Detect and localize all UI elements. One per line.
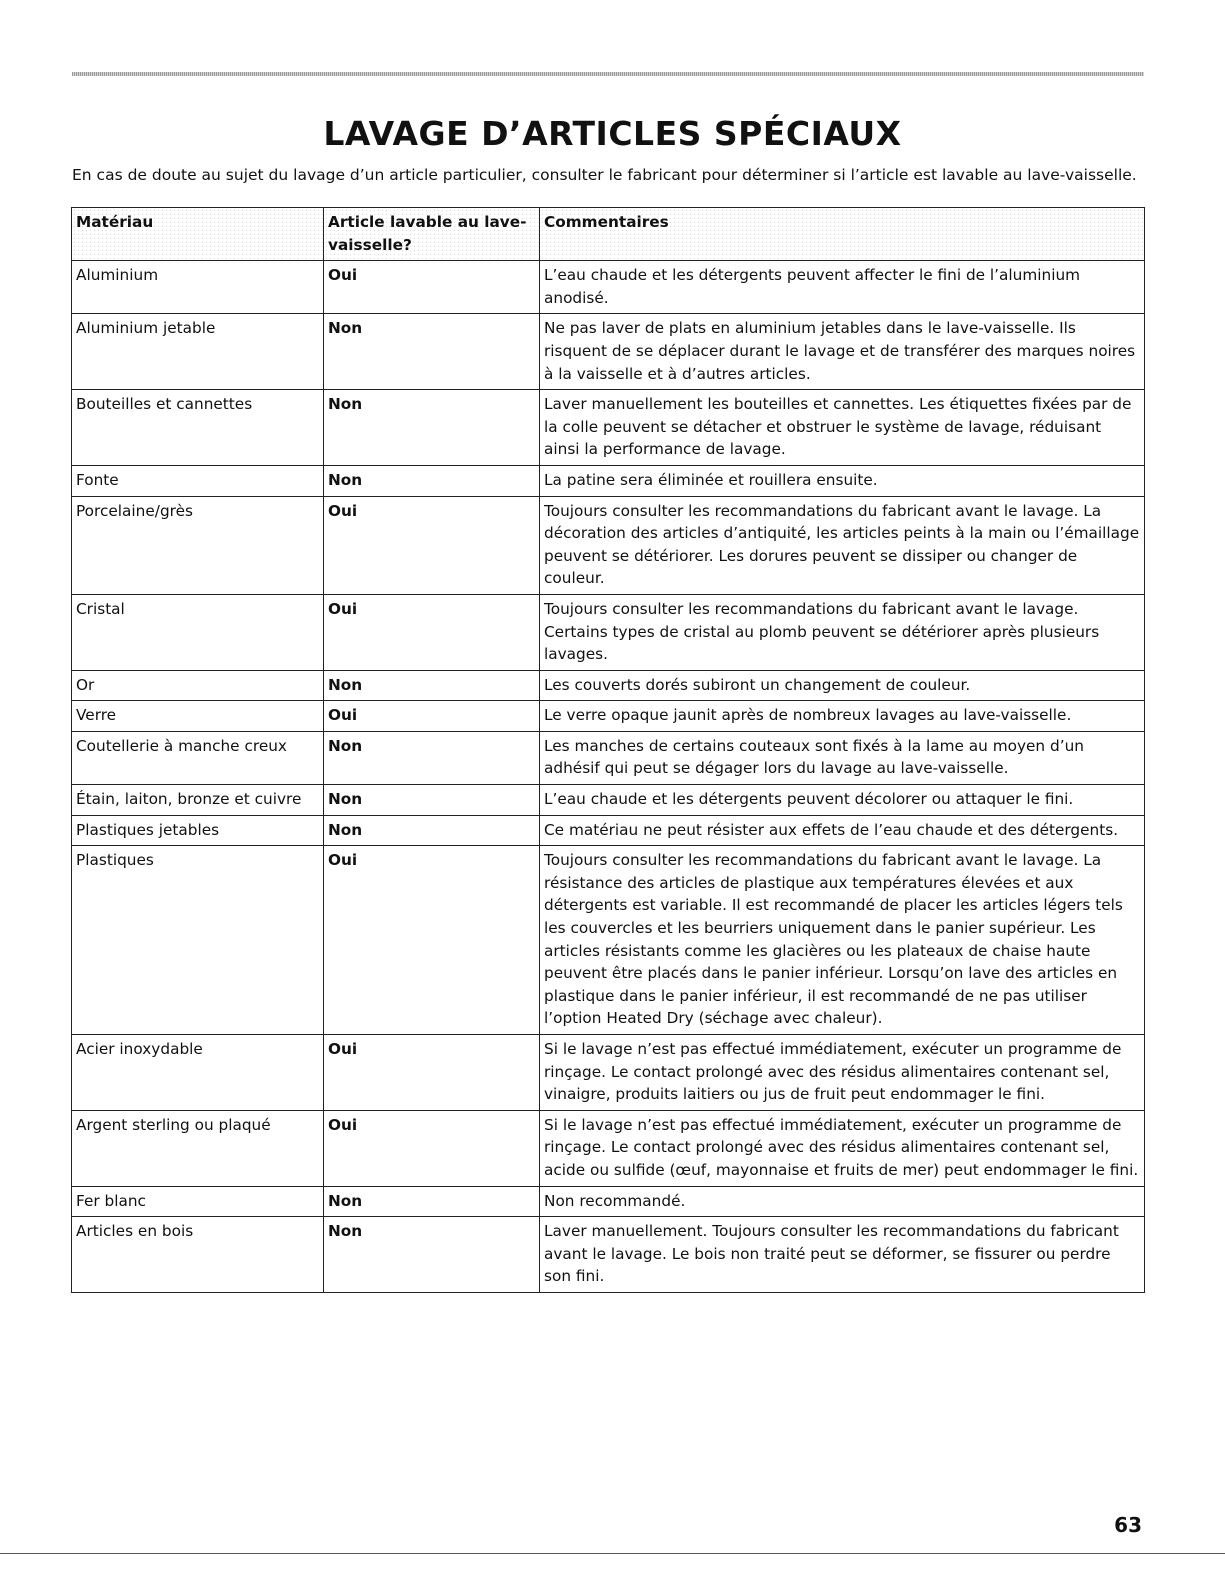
- header-material: Matériau: [72, 208, 324, 261]
- intro-paragraph: En cas de doute au sujet du lavage d’un article particulier, consulter le fabricant pour déterminer si l’article est lavable au lave-vaisselle.: [72, 165, 1137, 184]
- table-row: [72, 465, 1145, 496]
- cell-dishwasher-safe: Oui: [324, 594, 540, 670]
- cell-dishwasher-safe: Non: [324, 465, 540, 496]
- cell-comment: L’eau chaude et les détergents peuvent décolorer ou attaquer le fini.: [540, 785, 1145, 816]
- cell-material: Articles en bois: [72, 1217, 324, 1293]
- cell-comment: Les manches de certains couteaux sont fixés à la lame au moyen d’un adhésif qui peut se dégager lors du lavage au lave-vaisselle.: [540, 731, 1145, 784]
- cell-comment: Ce matériau ne peut résister aux effets de l’eau chaude et des détergents.: [540, 815, 1145, 846]
- header-row: [72, 208, 1145, 261]
- cell-material: Cristal: [72, 594, 324, 670]
- table-row: [72, 1035, 1145, 1111]
- page-number: 63: [1114, 1513, 1142, 1537]
- cell-comment: Non recommandé.: [540, 1186, 1145, 1217]
- cell-comment: L’eau chaude et les détergents peuvent affecter le fini de l’aluminium anodisé.: [540, 261, 1145, 314]
- table-row: [72, 1186, 1145, 1217]
- cell-dishwasher-safe: Oui: [324, 261, 540, 314]
- cell-dishwasher-safe: Oui: [324, 1110, 540, 1186]
- cell-material: Porcelaine/grès: [72, 496, 324, 594]
- cell-material: Or: [72, 670, 324, 701]
- cell-dishwasher-safe: Non: [324, 390, 540, 466]
- page-title: LAVAGE D’ARTICLES SPÉCIAUX: [323, 114, 902, 154]
- table-row: [72, 496, 1145, 594]
- cell-dishwasher-safe: Oui: [324, 496, 540, 594]
- cell-material: Fer blanc: [72, 1186, 324, 1217]
- cell-dishwasher-safe: Non: [324, 670, 540, 701]
- table-row: [72, 731, 1145, 784]
- cell-dishwasher-safe: Oui: [324, 1035, 540, 1111]
- table-row: [72, 390, 1145, 466]
- top-rule: [72, 72, 1144, 76]
- cell-comment: Les couverts dorés subiront un changement de couleur.: [540, 670, 1145, 701]
- cell-comment: Si le lavage n’est pas effectué immédiatement, exécuter un programme de rinçage. Le contact prolongé avec des résidus alimentaires contenant sel, vinaigre, produits laitiers ou jus de fruit peut endommager le fini.: [540, 1035, 1145, 1111]
- table-row: [72, 1110, 1145, 1186]
- cell-dishwasher-safe: Non: [324, 1217, 540, 1293]
- table-row: [72, 314, 1145, 390]
- table-row: [72, 594, 1145, 670]
- table-row: [72, 785, 1145, 816]
- cell-dishwasher-safe: Non: [324, 785, 540, 816]
- cell-dishwasher-safe: Non: [324, 1186, 540, 1217]
- cell-comment: Si le lavage n’est pas effectué immédiatement, exécuter un programme de rinçage. Le contact prolongé avec des résidus alimentaires contenant sel, acide ou sulfide (œuf, mayonnaise et fruits de mer) peut endommager le fini.: [540, 1110, 1145, 1186]
- cell-material: Aluminium jetable: [72, 314, 324, 390]
- cell-comment: Le verre opaque jaunit après de nombreux lavages au lave-vaisselle.: [540, 701, 1145, 732]
- cell-comment: Laver manuellement les bouteilles et cannettes. Les étiquettes fixées par de la colle peuvent se détacher et obstruer le système de lavage, réduisant ainsi la performance de lavage.: [540, 390, 1145, 466]
- cell-dishwasher-safe: Oui: [324, 846, 540, 1035]
- cell-comment: Ne pas laver de plats en aluminium jetables dans le lave-vaisselle. Ils risquent de se déplacer durant le lavage et de transférer des marques noires à la vaisselle et à d’autres articles.: [540, 314, 1145, 390]
- header-dishwasher-safe: Article lavable au lave-vaisselle?: [324, 208, 540, 261]
- cell-comment: Toujours consulter les recommandations du fabricant avant le lavage. La décoration des articles d’antiquité, les articles peints à la main ou l’émaillage peuvent se détériorer. Les dorures peuvent se dissiper ou changer de couleur.: [540, 496, 1145, 594]
- cell-material: Verre: [72, 701, 324, 732]
- table-body: [72, 261, 1145, 1293]
- table-row: [72, 670, 1145, 701]
- table-row: [72, 815, 1145, 846]
- cell-material: Argent sterling ou plaqué: [72, 1110, 324, 1186]
- cell-material: Bouteilles et cannettes: [72, 390, 324, 466]
- cell-comment: La patine sera éliminée et rouillera ensuite.: [540, 465, 1145, 496]
- cell-dishwasher-safe: Non: [324, 731, 540, 784]
- cell-material: Plastiques jetables: [72, 815, 324, 846]
- cell-material: Fonte: [72, 465, 324, 496]
- cell-comment: Laver manuellement. Toujours consulter les recommandations du fabricant avant le lavage. Le bois non traité peut se déformer, se fissurer ou perdre son fini.: [540, 1217, 1145, 1293]
- cell-dishwasher-safe: Non: [324, 815, 540, 846]
- table-row: [72, 261, 1145, 314]
- cell-material: Plastiques: [72, 846, 324, 1035]
- cell-dishwasher-safe: Non: [324, 314, 540, 390]
- table-row: [72, 846, 1145, 1035]
- bottom-rule: [0, 1553, 1225, 1554]
- cell-material: Coutellerie à manche creux: [72, 731, 324, 784]
- header-comments: Commentaires: [540, 208, 1145, 261]
- materials-table: [71, 207, 1145, 1293]
- cell-comment: Toujours consulter les recommandations du fabricant avant le lavage. La résistance des articles de plastique aux températures élevées et aux détergents est variable. Il est recommandé de placer les articles légers tels les couvercles et les beurriers uniquement dans le panier supérieur. Les articles résistants comme les glacières ou les plateaux de chaise haute peuvent être placés dans le panier inférieur. Lorsqu’on lave des articles en plastique dans le panier inférieur, il est recommandé de ne pas utiliser l’option Heated Dry (séchage avec chaleur).: [540, 846, 1145, 1035]
- cell-material: Étain, laiton, bronze et cuivre: [72, 785, 324, 816]
- cell-material: Aluminium: [72, 261, 324, 314]
- table-row: [72, 1217, 1145, 1293]
- cell-dishwasher-safe: Oui: [324, 701, 540, 732]
- cell-comment: Toujours consulter les recommandations du fabricant avant le lavage. Certains types de cristal au plomb peuvent se détériorer après plusieurs lavages.: [540, 594, 1145, 670]
- table-header: [72, 208, 1145, 261]
- cell-material: Acier inoxydable: [72, 1035, 324, 1111]
- table-row: [72, 701, 1145, 732]
